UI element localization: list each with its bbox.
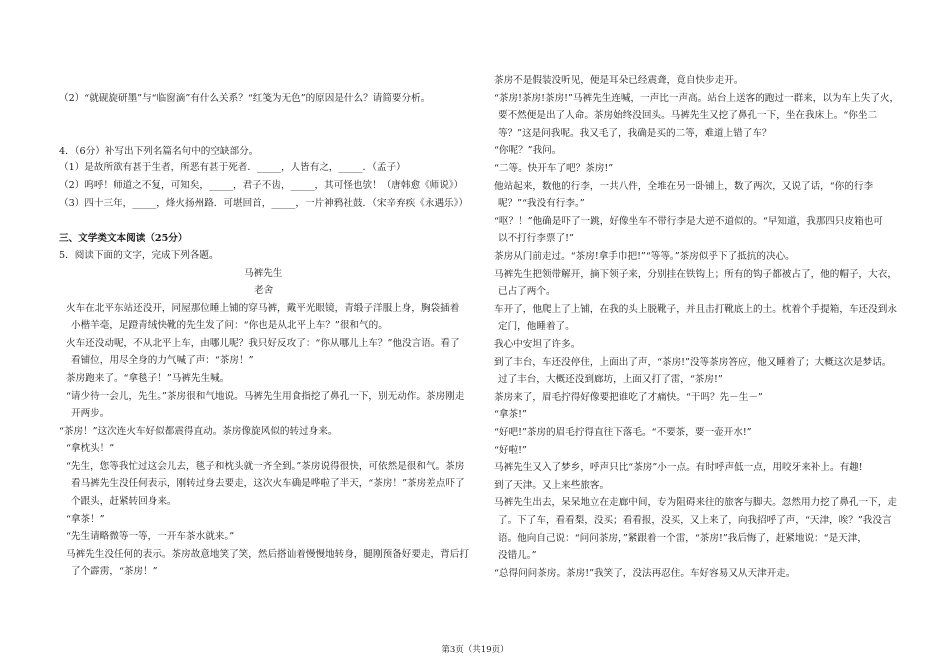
story-line: 茶房跑来了。“拿毯子！”马裤先生喊。 (66, 373, 230, 384)
story-line: 马裤先生没任何的表示。茶房故意地笑了笑，然后搭讪着慢慢地转身，腿刚预备好要走，背后打 (66, 549, 469, 560)
story-line: 茶房不是假装没听见，便是耳朵已经震聋，竟自快步走开。 (494, 75, 744, 86)
story-line: 了个霹雳，“茶房！” (71, 566, 158, 577)
story-line: 个跟头，赶紧转回身来。 (71, 496, 177, 507)
question-4-line: （2）呜呼！师道之不复，可知矣，_____，君子不齿，_____，其可怪也欤！（唐韩愈《师说》） (59, 180, 464, 191)
story-line: 看马裤先生没任何表示，刚转过身去要走，这次火车确是哗啦了半天，“茶房！”茶房差点吓了 (71, 478, 465, 489)
story-line: 车开了，他爬上了上铺，在我的头上脱靴子，并且击打靴底上的土。枕着个手提箱，车还没到永 (494, 304, 897, 315)
story-line: 过了丰台，大概还没到廊坊，上面又打了雷，“茶房!” (498, 374, 723, 385)
story-line: 呢？”“我没有行李。” (498, 198, 585, 209)
story-line: 没错儿。” (498, 550, 537, 561)
story-line: 定门，他睡着了。 (498, 321, 575, 332)
question-4-title: 4．（6分）补写出下列名篇名句中的空缺部分。 (59, 146, 259, 157)
story-line: 看铺位，用尽全身的力气喊了声：“茶房！” (71, 355, 254, 366)
story-line: 到了天津。又上来些旅客。 (494, 480, 610, 491)
story-line: 茶房从门前走过。“茶房!拿手巾把!”“等等。”茶房似乎下了抵抗的决心。 (494, 251, 795, 262)
story-line: 了。下了车，看看梨，没买；看看报，没买，又上来了，向我招呼了声，“天津，唉？”我没言 (498, 515, 892, 526)
story-line: 马裤先生把领带解开，摘下领子来，分别挂在铁钩上；所有的钩子都被占了，他的帽子，大衣， (494, 269, 897, 280)
story-line: “拿茶！” (66, 514, 105, 525)
question-5-intro: 5．阅读下面的文字，完成下列各题。 (59, 250, 219, 261)
story-line: “好啦!” (494, 445, 527, 456)
story-line: 语。他向自己说：“问问茶房，”紧跟着一个雷，“茶房!”我后悔了，赶紧地说：“是天津， (498, 533, 867, 544)
story-line: 他站起来，数他的行李，一共八件，全堆在另一卧铺上，数了两次，又说了话，“你的行李 (494, 181, 874, 192)
story-line: 等？”这是问我呢。我又毛了，我确是买的二等，难道上错了车？ (498, 128, 772, 139)
story-line: 开两步。 (71, 408, 110, 419)
story-line: “茶房!茶房!茶房!”马裤先生连喊，一声比一声高。站台上送客的跑过一群来，以为车上失了火， (494, 93, 900, 104)
story-line: “先生请略微等一等，一开车茶水就来。” (66, 531, 235, 542)
story-line: “先生，您等我忙过这会儿去，毯子和枕头就一齐全到。”茶房说得很快，可依然是很和气。茶房 (66, 461, 465, 472)
story-line: 到了丰台，车还没停住，上面出了声，“茶房!”没等茶房答应，他又睡着了；大概这次是梦话。 (494, 357, 892, 368)
story-line: 要不然便是出了人命。茶房始终没回头。马裤先生又挖了鼻孔一下，坐在我床上。“你坐二 (498, 110, 878, 121)
story-line: “拿枕头！” (66, 443, 115, 454)
page-number: 第3页（共19页） (441, 645, 509, 655)
question-4-2: （2）“就砚旋研墨”与“临窗滴”有什么关系？“红笺为无色”的原因是什么？请简要分析。 (59, 93, 431, 104)
story-line: 马裤先生又入了梦乡，呼声只比“茶房”小一点。有时呼声低一点，用咬牙来补上。有趣! (494, 462, 863, 473)
story-line: 火车还没动呢，不从北平上车，由哪儿呢？我只好反攻了：“你从哪儿上车？”他没言语。看了 (66, 338, 460, 349)
story-line: “二等。快开车了吧？茶房!” (494, 163, 614, 174)
story-line: “你呢？”我问。 (494, 145, 562, 156)
story-title: 马裤先生 (244, 268, 283, 279)
story-author: 老舍 (254, 285, 274, 296)
story-line: 马裤先生出去，呆呆地立在走廊中间，专为阻碍来往的旅客与脚夫。忽然用力挖了鼻孔一下，走 (494, 497, 897, 508)
story-line: 小楷羊毫，足蹬青绒快靴的先生发了问：“你也是从北平上车？”很和气的。 (71, 320, 388, 331)
question-4-line: （1）是故所欲有甚于生者，所恶有甚于死者．_____，人皆有之，_____．（孟子） (59, 162, 406, 173)
story-line: “请少待一会儿，先生。”茶房很和气地说。马裤先生用食指挖了鼻孔一下，别无动作。茶房刚走 (66, 391, 465, 402)
story-line: 以不打行李票了!” (498, 233, 574, 244)
story-line: 我心中安坦了许多。 (494, 339, 581, 350)
question-4-line: （3）四十三年，_____，烽火扬州路．可堪回首，_____，一片神鸦社鼓．（宋辛弃疾《永遇乐》） (59, 198, 469, 209)
story-line: 火车在北平东站还没开，同屋那位睡上铺的穿马裤，戴平光眼镜，青缎子洋服上身，胸袋插着 (66, 303, 460, 314)
section-title: 三、文学类文本阅读（25分） (59, 233, 188, 244)
story-line: 已占了两个。 (498, 286, 556, 297)
story-line: “呕？！”他确是吓了一跳，好像坐车不带行李是大逆不道似的。“早知道，我那四只皮箱也可 (494, 216, 883, 227)
story-line: “好吧!”茶房的眉毛拧得直往下落毛。“不要茶，要一壶开水!” (494, 427, 752, 438)
story-line: “茶房！”这次连火车好似都震得直动。茶房像旋风似的转过身来。 (59, 426, 338, 437)
story-line: 茶房来了，眉毛拧得好像要把谁吃了才痛快。“干吗？先－生－” (494, 392, 763, 403)
story-line: “总得问问茶房。茶房!”我笑了，没法再忍住。车好容易又从天津开走。 (494, 568, 796, 579)
story-line: “拿茶!” (494, 409, 527, 420)
